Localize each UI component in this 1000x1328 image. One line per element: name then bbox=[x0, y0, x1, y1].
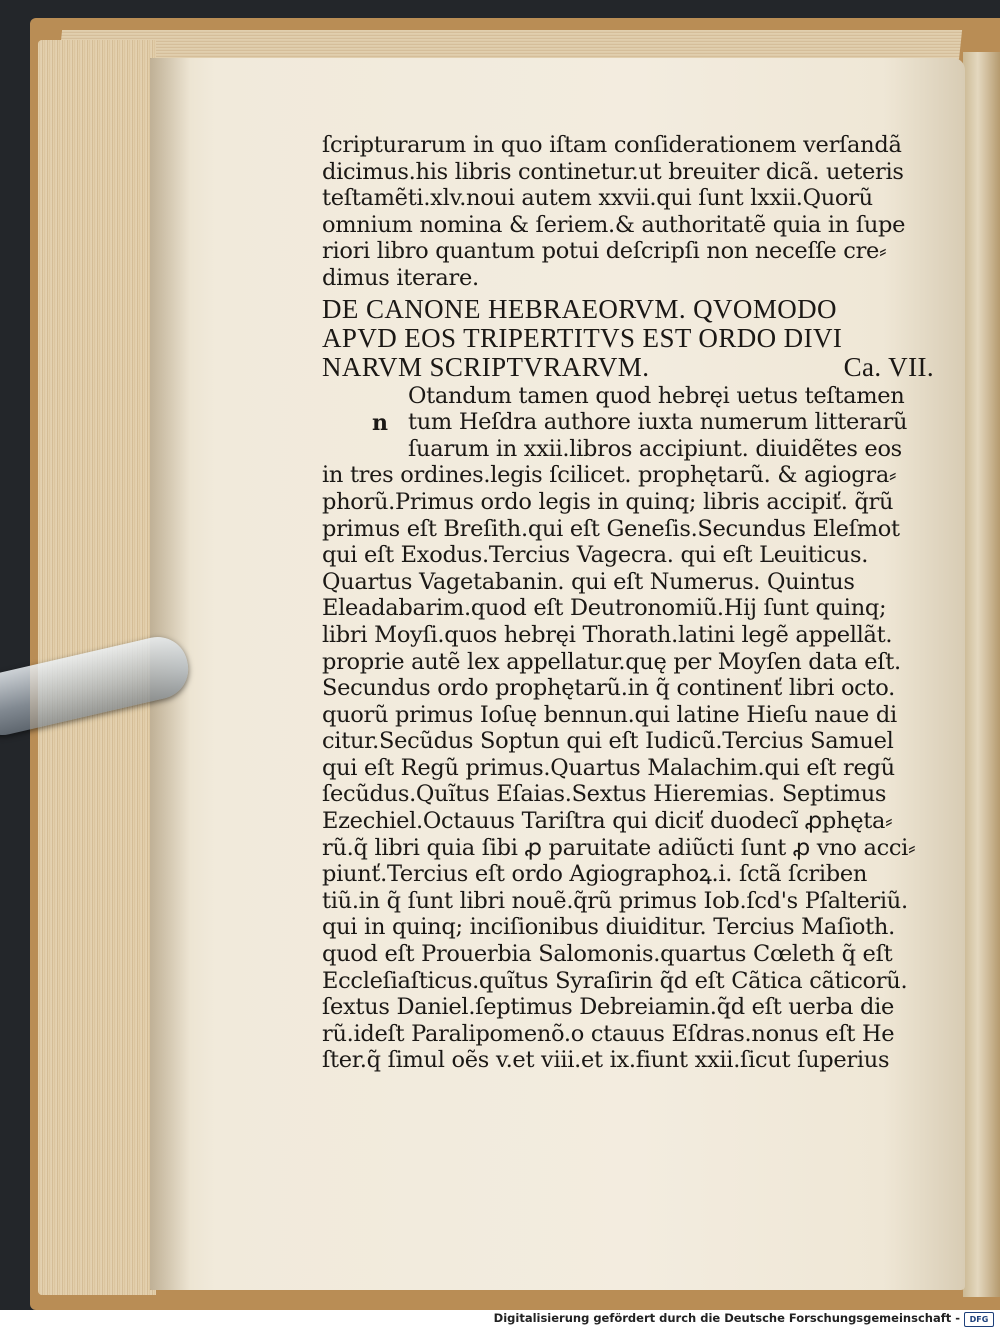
paragraph-drop-initial bbox=[322, 383, 922, 463]
text-line: Secundus ordo prophętarũ.in q̃ continenť libri octo. bbox=[322, 675, 895, 702]
text-line: Otandum tamen quod hebręi uetus teſtamen bbox=[408, 382, 905, 409]
text-line: dicimus.his libris continetur.ut breuiter dicã. ueteris bbox=[322, 158, 904, 185]
heading-line bbox=[322, 351, 934, 382]
text-line: quod eſt Prouerbia Salomonis.quartus Cœleth q̃ eſt bbox=[322, 941, 893, 968]
text-line: quorũ primus Ioſuę bennun.qui latine Hieſu naue di bbox=[322, 701, 897, 728]
text-line: omnium nomina & ſeriem.& authoritatẽ quia in ſupe bbox=[322, 211, 906, 238]
text-line: riori libro quantum potui deſcripſi non neceſſe cre⸗ bbox=[322, 238, 887, 265]
heading-line: APVD EOS TRIPERTITVS EST ORDO DIVI bbox=[322, 322, 843, 353]
footer-bar bbox=[0, 1310, 1000, 1328]
heading-line-text: NARVM SCRIPTVRARVM. bbox=[322, 351, 650, 382]
text-line: ſuarum in xxii.libros accipiunt. diuidẽtes eos bbox=[408, 435, 902, 462]
text-line: proprie autẽ lex appellatur.quę per Moyſen data eſt. bbox=[322, 648, 901, 675]
text-line: Ezechiel.Octauus Tariſtra qui diciť duodecĩ ꝓphęta⸗ bbox=[322, 808, 893, 835]
text-line: Eleadabarim.quod eſt Deutronomiũ.Hij ſunt quinq; bbox=[322, 595, 887, 622]
chapter-heading bbox=[322, 293, 934, 382]
text-line: primus eſt Breſith.qui eſt Geneſis.Secundus Eleſmot bbox=[322, 515, 900, 542]
text-line: phorũ.Primus ordo legis in quinq; libris accipiť. q̃rũ bbox=[322, 488, 894, 515]
text-line: libri Moyſi.quos hebręi Thorath.latini legẽ appellãt. bbox=[322, 621, 893, 648]
dfg-logo: DFG bbox=[964, 1312, 994, 1327]
text-line: Eccleſiaſticus.quĩtus Syraſirin q̃d eſt Cãtica cãticorũ. bbox=[322, 967, 908, 994]
paragraph-body bbox=[322, 462, 922, 1074]
facing-page-edge bbox=[963, 52, 1000, 1297]
heading-line: DE CANONE HEBRAEORVM. QVOMODO bbox=[322, 293, 837, 324]
text-line: teſtamẽti.xlv.noui autem xxvii.qui ſunt lxxii.Quorũ bbox=[322, 185, 873, 212]
chapter-label: Ca. VII. bbox=[843, 351, 934, 382]
text-line: citur.Secũdus Soptun qui eſt Iudicũ.Tercius Samuel bbox=[322, 728, 894, 755]
text-line: ſecũdus.Quĩtus Eſaias.Sextus Hieremias. Septimus bbox=[322, 781, 887, 808]
text-line: qui eſt Regũ primus.Quartus Malachim.qui eſt regũ bbox=[322, 754, 895, 781]
page-text bbox=[322, 132, 934, 1074]
paragraph-intro bbox=[322, 132, 922, 292]
text-line: piunť.Tercius eſt ordo Agiographoꝝ.i. ſctã ſcriben bbox=[322, 861, 868, 888]
text-line: rũ.ideſt Paralipomenõ.o ctauus Eſdras.nonus eſt He bbox=[322, 1020, 895, 1047]
text-line: ſter.q̃ ſimul oẽs v.et viii.et ix.fiunt xxii.ſicut ſuperius bbox=[322, 1047, 890, 1074]
text-line: ſextus Daniel.ſeptimus Debreiamin.q̃d eſt uerba die bbox=[322, 994, 895, 1021]
initial-letter: n bbox=[372, 409, 388, 436]
funding-credit: Digitalisierung gefördert durch die Deutsche Forschungsgemeinschaft - bbox=[493, 1311, 960, 1325]
text-line: rũ.q̃ libri quia ſibi ꝓ paruitate adiũcti ſunt ꝓ vno acci⸗ bbox=[322, 834, 916, 861]
text-line: dimus iterare. bbox=[322, 264, 479, 291]
text-line: tum Heſdra authore iuxta numerum litterarũ bbox=[408, 409, 908, 436]
text-line: qui in quinq; inciſionibus diuiditur. Tercius Maſioth. bbox=[322, 914, 895, 941]
text-line: tiũ.in q̃ ſunt libri nouẽ.q̃rũ primus Iob.ſcd's Pſalteriũ. bbox=[322, 887, 908, 914]
text-line: ſcripturarum in quo iſtam conſiderationem verſandã bbox=[322, 132, 902, 158]
text-line: Quartus Vagetabanin. qui eſt Numerus. Quintus bbox=[322, 568, 855, 595]
text-line: qui eſt Exodus.Tercius Vagecra. qui eſt Leuiticus. bbox=[322, 542, 869, 569]
text-line: in tres ordines.legis ſcilicet. prophętarũ. & agiogra⸗ bbox=[322, 462, 897, 489]
